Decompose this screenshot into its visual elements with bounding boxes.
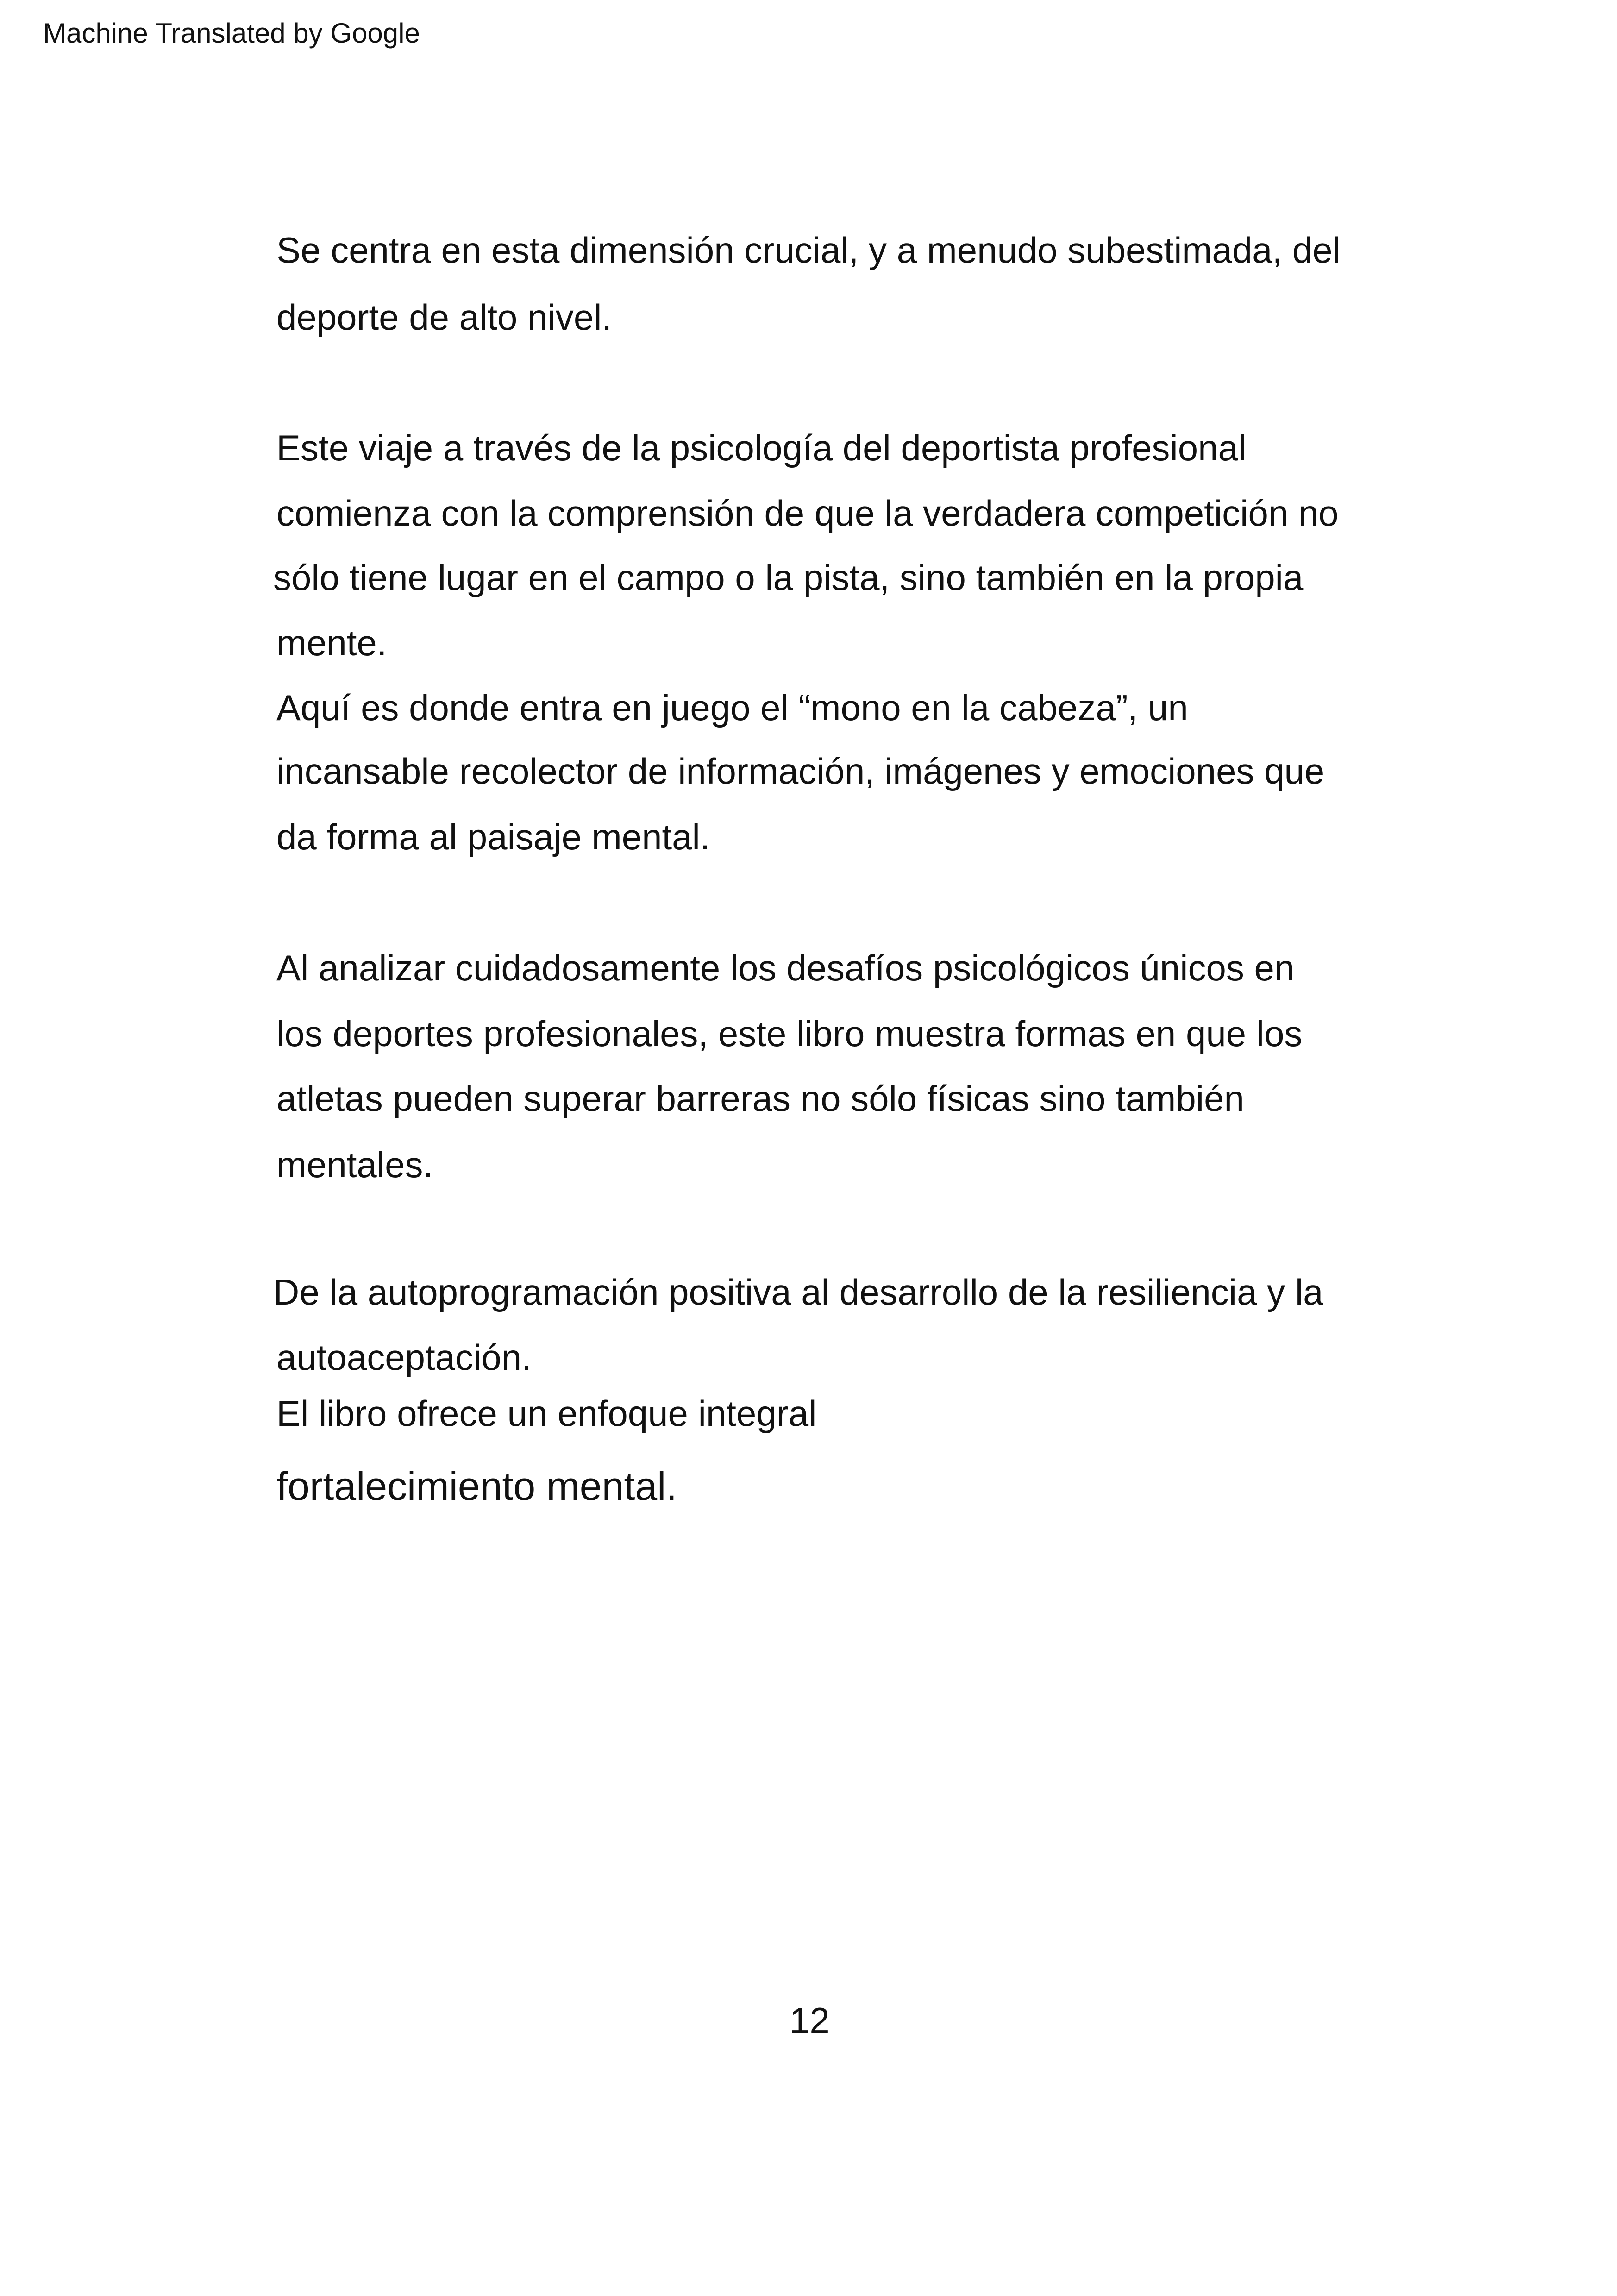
text-line: atletas pueden superar barreras no sólo físicas sino también	[276, 1078, 1244, 1119]
text-line: El libro ofrece un enfoque integral	[276, 1393, 817, 1434]
text-line: deporte de alto nivel.	[276, 297, 612, 338]
text-line: mente.	[276, 622, 387, 663]
text-line: fortalecimiento mental.	[276, 1464, 677, 1509]
text-line: De la autoprogramación positiva al desarrollo de la resiliencia y la	[273, 1272, 1323, 1312]
text-line: mentales.	[276, 1144, 433, 1185]
text-line: Se centra en esta dimensión crucial, y a menudo subestimada, del	[276, 230, 1341, 270]
text-line: Al analizar cuidadosamente los desafíos psicológicos únicos en	[276, 947, 1295, 988]
text-line: Aquí es donde entra en juego el “mono en la cabeza”, un	[276, 687, 1188, 728]
text-line: autoaceptación.	[276, 1337, 532, 1378]
page-number: 12	[790, 2000, 830, 2041]
machine-translation-note: Machine Translated by Google	[43, 18, 420, 49]
text-line: incansable recolector de información, imágenes y emociones que	[276, 751, 1325, 791]
text-line: los deportes profesionales, este libro muestra formas en que los	[276, 1013, 1303, 1054]
text-line: Este viaje a través de la psicología del deportista profesional	[276, 427, 1247, 468]
text-line: comienza con la comprensión de que la verdadera competición no	[276, 493, 1339, 533]
text-line: da forma al paisaje mental.	[276, 816, 710, 857]
text-line: sólo tiene lugar en el campo o la pista, sino también en la propia	[273, 557, 1304, 598]
